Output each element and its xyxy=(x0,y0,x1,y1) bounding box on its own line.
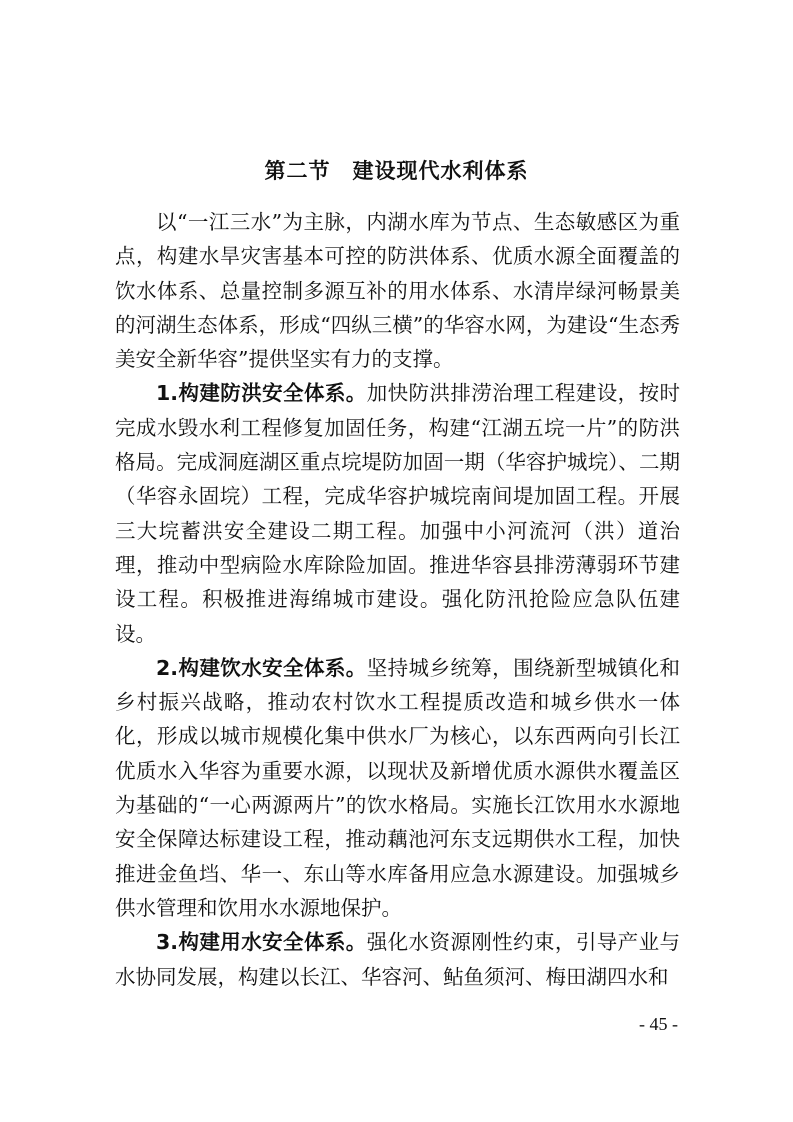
paragraph-heading: 2.构建饮水安全体系。 xyxy=(156,655,367,680)
paragraph-drinking-water xyxy=(115,651,680,925)
paragraph-text: 加快防洪排涝治理工程建设，按时完成水毁水利工程修复加固任务，构建“江湖五垸一片”的防洪格局。完成洞庭湖区重点垸堤防加固一期（华容护城垸）、二期（华容永固垸）工程，完成华容护城垸南间堤加固工程。开展三大垸蓄洪安全建设二期工程。加强中小河流河（洪）道治理，推动中型病险水库除险加固。推进华容县排涝薄弱环节建设工程。积极推进海绵城市建设。强化防汛抢险应急队伍建设。 xyxy=(115,381,680,646)
paragraph-text: 强化水资源刚性约束，引导产业与水协同发展，构建以长江、华容河、鲇鱼须河、梅田湖四水和 xyxy=(115,930,680,989)
section-title: 第二节 建设现代水利体系 xyxy=(264,159,529,183)
paragraph-heading: 1.构建防洪安全体系。 xyxy=(156,381,367,406)
body-text xyxy=(115,205,680,994)
paragraph-text: 以“一江三水”为主脉，内湖水库为节点、生态敏感区为重点，构建水旱灾害基本可控的防洪体系、优质水源全面覆盖的饮水体系、总量控制多源互补的用水体系、水清岸绿河畅景美的河湖生态体系，形成“四纵三横”的华容水网，为建设“生态秀美安全新华容”提供坚实有力的支撑。 xyxy=(115,210,680,372)
paragraph-flood-control xyxy=(115,376,680,650)
paragraph-intro xyxy=(115,205,680,376)
paragraph-water-use xyxy=(115,925,680,994)
paragraph-heading: 3.构建用水安全体系。 xyxy=(156,930,367,955)
page-number: - 45 - xyxy=(639,1014,678,1034)
paragraph-text: 坚持城乡统筹，围绕新型城镇化和乡村振兴战略，推动农村饮水工程提质改造和城乡供水一体化，形成以城市规模化集中供水厂为核心，以东西两向引长江优质水入华容为重要水源，以现状及新增优质水源供水覆盖区为基础的“一心两源两片”的饮水格局。实施长江饮用水水源地安全保障达标建设工程，推动藕池河东支远期供水工程，加快推进金鱼垱、华一、东山等水库备用应急水源建设。加强城乡供水管理和饮用水水源地保护。 xyxy=(115,655,680,920)
